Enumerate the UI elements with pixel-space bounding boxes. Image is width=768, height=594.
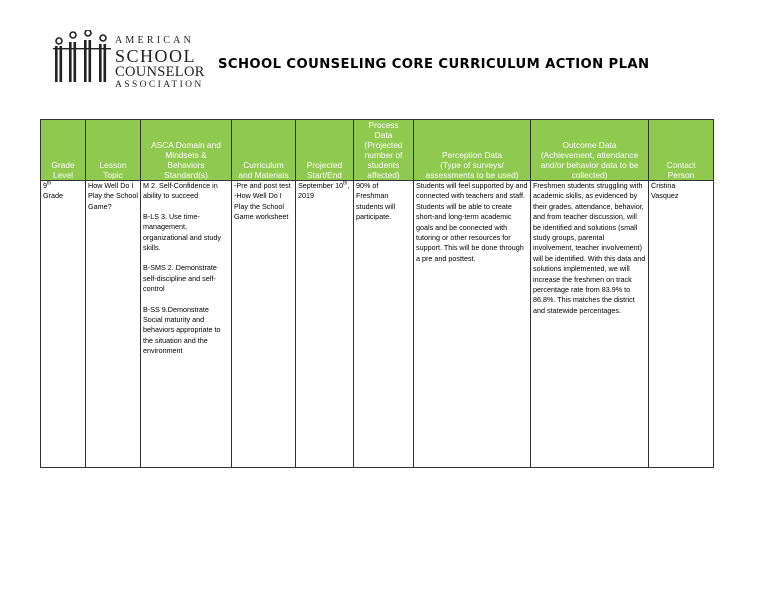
header-contact-person: Contact Person — [649, 120, 714, 181]
header-process-data: Process Data (Projected number of students affected) — [354, 120, 414, 181]
logo-line-2: SCHOOL — [115, 46, 197, 66]
cell-grade: 9th Grade — [41, 181, 86, 468]
header-grade-level: Grade Level — [41, 120, 86, 181]
document-title: SCHOOL COUNSELING CORE CURRICULUM ACTION PLAN — [218, 57, 650, 72]
cell-projected: September 10th, 2019 — [296, 181, 354, 468]
header-projected: Projected Start/End — [296, 120, 354, 181]
cell-perception: Students will feel supported by and connected with teachers and staff. Students will be able to create short-and long-term academic goals and be connected with tutoring or other resources for support. This will be done through a pre and posttest. — [414, 181, 531, 468]
cell-lesson: How Well Do I Play the School Game? — [86, 181, 141, 468]
cell-outcome: Freshmen students struggling with academic skills, as evidenced by their grades, attendance, behavior, and from teacher discussion, will be identified and solutions (small study groups, parental involvement, teacher involvement) will be identified. With this data and solutions implemented, we will increase the freshmen on track percentage rate from 83.9% to 86.8%. This matches the district and statewide percentages. — [531, 181, 649, 468]
logo-line-4: ASSOCIATION — [115, 79, 204, 90]
cell-asca: M 2. Self-Confidence in ability to succeed B-LS 3. Use time-management, organizational and study skills. B-SMS 2. Demonstrate self-discipline and self-control B-SS 9.Demonstrate Social maturity and behaviors appropriate to the situation and the environment — [141, 181, 232, 468]
header-asca-standards: ASCA Domain and Mindsets & Behaviors Standard(s) — [141, 120, 232, 181]
logo-line-3: COUNSELOR — [115, 64, 205, 80]
action-plan-table — [40, 119, 714, 468]
cell-curriculum: -Pre and post test -How Well Do I Play the School Game worksheet — [232, 181, 296, 468]
header-row — [41, 120, 714, 181]
logo-wordmark — [115, 36, 205, 90]
header-lesson-topic: Lesson Topic — [86, 120, 141, 181]
header-curriculum: Curriculum and Materials — [232, 120, 296, 181]
header-perception-data: Perception Data (Type of surveys/ assessments to be used) — [414, 120, 531, 181]
cell-contact: Cristina Vasquez — [649, 181, 714, 468]
header-outcome-data: Outcome Data (Achievement, attendance and/or behavior data to be collected) — [531, 120, 649, 181]
logo-line-1: AMERICAN — [115, 35, 194, 46]
cell-process: 90% of Freshman students will participate. — [354, 181, 414, 468]
table-row — [41, 181, 714, 468]
